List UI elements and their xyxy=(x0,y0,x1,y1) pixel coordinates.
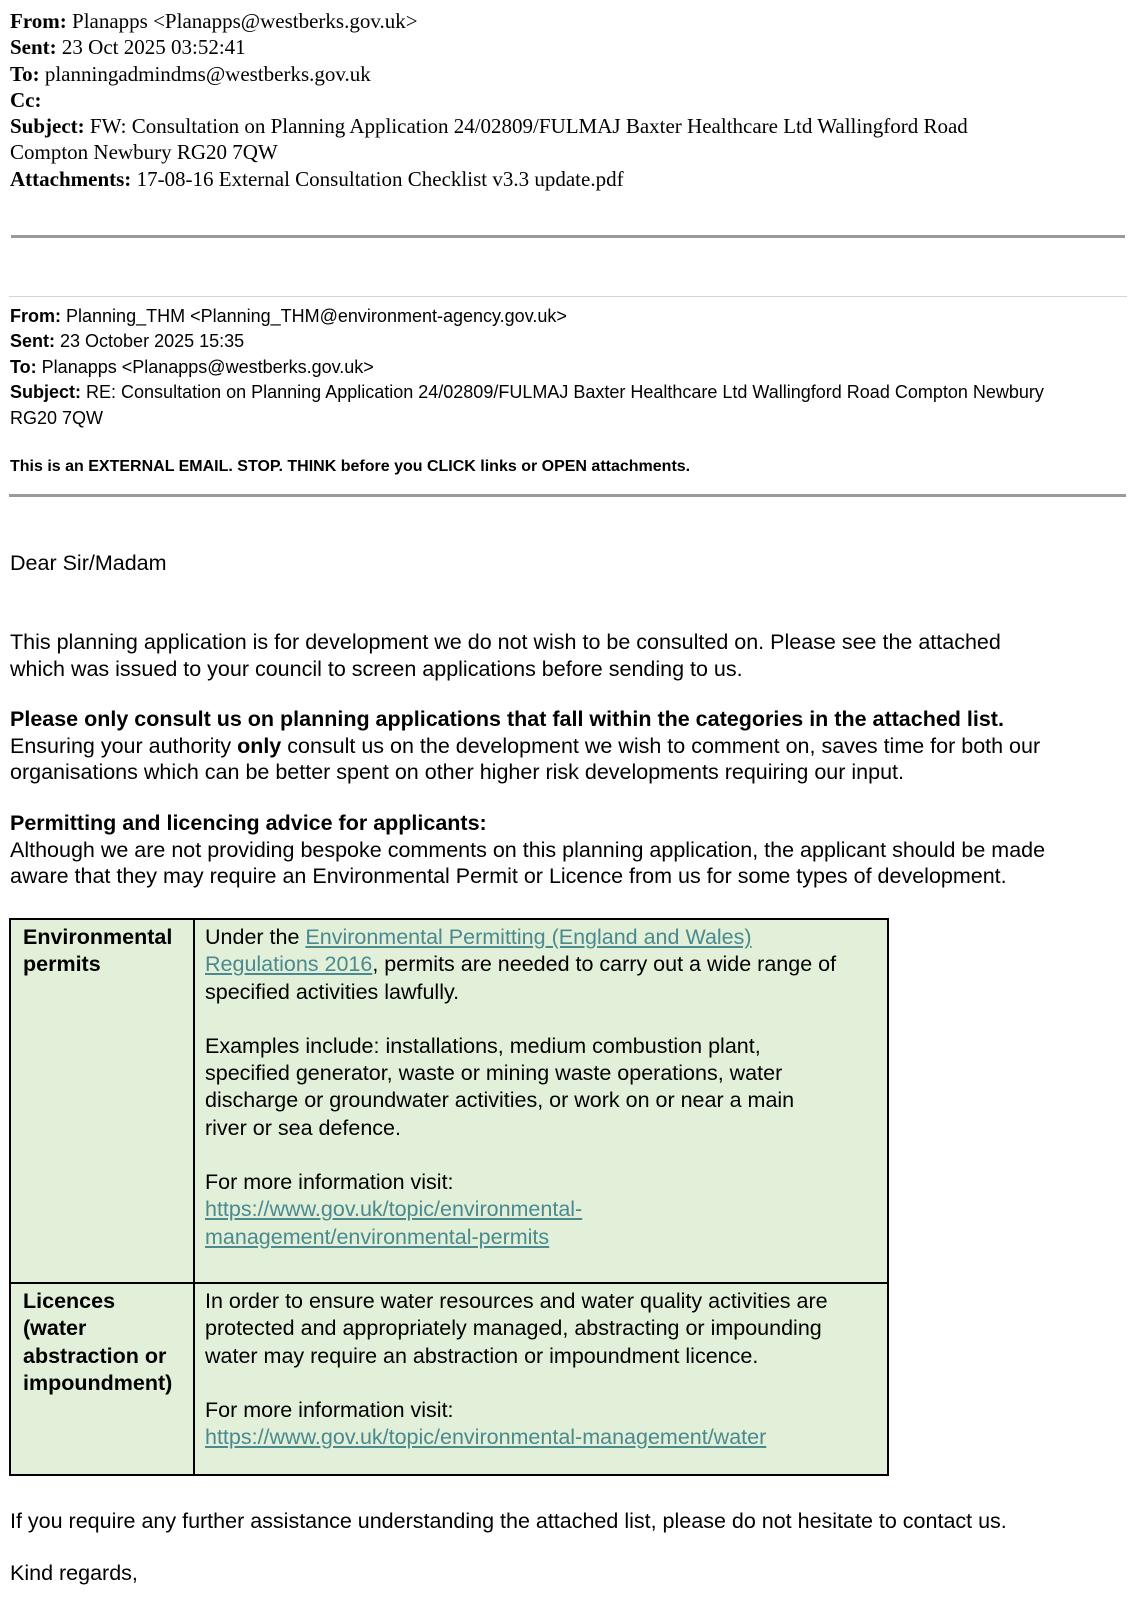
quoted-divider xyxy=(9,296,1127,297)
outer-to-value: planningadmindms@westberks.gov.uk xyxy=(44,61,371,86)
outer-subject-row: Subject: FW: Consultation on Planning Application 24/02809/FULMAJ Baxter Healthcare Ltd Wallingford Road Compton Newbury RG20 7QW xyxy=(10,114,968,165)
licences-label-cell: Licences (water abstraction or impoundment) xyxy=(10,1283,194,1475)
outer-sent-row: Sent: 23 Oct 2025 03:52:41 xyxy=(10,35,246,60)
outer-attachments-row: Attachments: 17-08-16 External Consultation Checklist v3.3 update.pdf xyxy=(10,166,624,191)
environmental-permits-link[interactable]: https://www.gov.uk/topic/environmental- management/environmental-permits xyxy=(205,1197,583,1249)
permits-licences-table xyxy=(9,918,889,1476)
inner-subject-row: Subject: RE: Consultation on Planning Application 24/02809/FULMAJ Baxter Healthcare Ltd Wallingford Road Compton Newbury RG20 7QW xyxy=(10,382,1044,428)
permitting-heading: Permitting and licencing advice for applicants: xyxy=(10,811,487,835)
inner-from-value: Planning_THM <Planning_THM@environment-agency.gov.uk> xyxy=(66,306,567,326)
inner-to-row: To: Planapps <Planapps@westberks.gov.uk> xyxy=(10,356,374,377)
inner-subject-line1: RE: Consultation on Planning Application 24/02809/FULMAJ Baxter Healthcare Ltd Wallingford Road Compton Newbury xyxy=(86,382,1044,403)
water-management-link[interactable]: https://www.gov.uk/topic/environmental-management/water xyxy=(205,1425,767,1450)
closing-regards: Kind regards, xyxy=(10,1561,138,1585)
paragraph-consultation: This planning application is for development we do not wish to be consulted on. Please see the attached which was issued to your council to screen applications before sending to us. xyxy=(10,630,1001,681)
permits-content-cell: Under the Environmental Permitting (England and Wales) Regulations 2016, permits are needed to carry out a wide range of specified activities lawfully. Examples include: installations, medium combustion plant, specified generator, waste or mining waste operations, water discharge or groundwater activities, or work on or near a main river or sea defence. For more information visit: https://www.gov.uk/topic/environmental- management/environmental-permits xyxy=(194,919,888,1283)
outer-from-value: Planapps <Planapps@westberks.gov.uk> xyxy=(72,9,418,33)
outer-subject-line1: FW: Consultation on Planning Application 24/02809/FULMAJ Baxter Healthcare Ltd Wallingford Road xyxy=(89,114,968,139)
inner-email-header xyxy=(10,304,1125,431)
inner-sent-row: Sent: 23 October 2025 15:35 xyxy=(10,331,245,352)
table-row-licences xyxy=(10,1283,888,1475)
closing-assistance: If you require any further assistance understanding the attached list, please do not hesitate to contact us. xyxy=(10,1509,1007,1533)
permitting-regulations-link[interactable]: Environmental Permitting (England and Wales) Regulations 2016 xyxy=(205,925,752,977)
consult-categories-notice: Please only consult us on planning applications that fall within the categories in the attached list. xyxy=(10,707,1004,731)
table-row-permits xyxy=(10,919,888,1283)
inner-subject-line2: RG20 7QW xyxy=(10,407,104,428)
paragraph-permitting-advice: Permitting and licencing advice for applicants: Although we are not providing bespoke comments on this planning application, the applicant should be made aware that they may require an Environmental Permit or Licence from us for some types of development. xyxy=(10,811,1046,889)
paragraph-consult-categories: Please only consult us on planning applications that fall within the categories in the attached list. Ensuring your authority only consult us on the development we wish to comment on, saves time for both our organisations which can be better spent on other higher risk developments requiring our input. xyxy=(10,707,1041,785)
outer-to-row: To: planningadmindms@westberks.gov.uk xyxy=(10,61,371,86)
outer-sent-value: 23 Oct 2025 03:52:41 xyxy=(61,35,246,60)
warning-divider xyxy=(9,494,1126,497)
licences-content-cell: In order to ensure water resources and water quality activities are protected and appropriately managed, abstracting or impounding water may require an abstraction or impoundment licence. For more information visit: https://www.gov.uk/topic/environmental-management/water xyxy=(194,1283,888,1475)
outer-from-row: From: Planapps <Planapps@westberks.gov.uk> xyxy=(10,9,418,33)
inner-from-row: From: Planning_THM <Planning_THM@environment-agency.gov.uk> xyxy=(10,306,567,326)
outer-subject-line2: Compton Newbury RG20 7QW xyxy=(10,140,278,165)
external-email-warning: This is an EXTERNAL EMAIL. STOP. THINK before you CLICK links or OPEN attachments. xyxy=(10,458,691,475)
permits-label-cell: Environmental permits xyxy=(10,919,194,1283)
attachment-file[interactable]: 17-08-16 External Consultation Checklist v3.3 update.pdf xyxy=(136,166,624,191)
inner-sent-value: 23 October 2025 15:35 xyxy=(60,331,245,352)
outer-cc-row: Cc: xyxy=(10,87,42,112)
outer-email-header xyxy=(10,8,1110,192)
header-divider xyxy=(11,235,1125,238)
greeting: Dear Sir/Madam xyxy=(10,551,167,575)
inner-to-value: Planapps <Planapps@westberks.gov.uk> xyxy=(41,356,374,377)
